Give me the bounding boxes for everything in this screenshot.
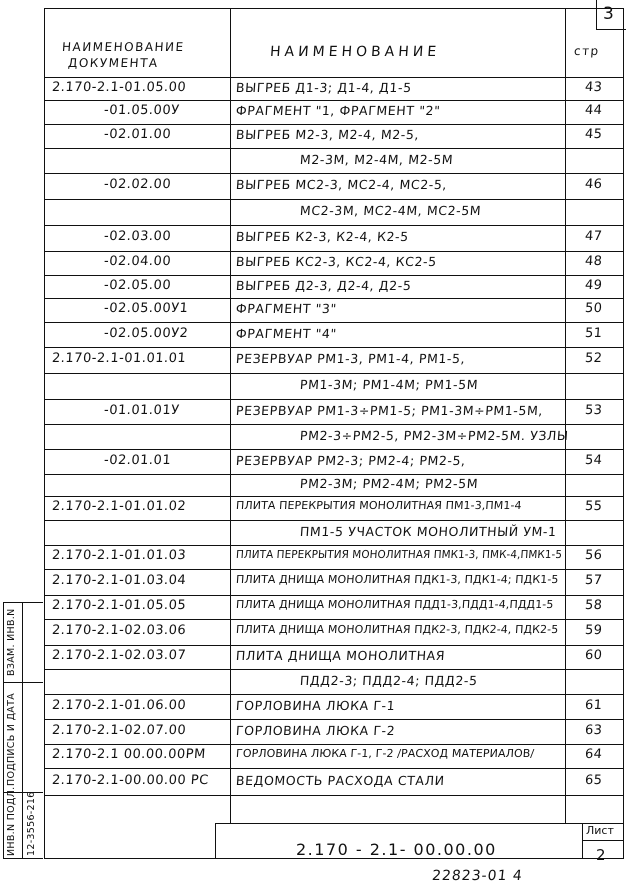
row-separator [44,520,624,521]
row-separator [44,199,624,200]
row-code: 2.170-2.1-01.05.00 [51,79,187,95]
column-divider-1 [230,8,231,823]
row-separator [44,225,624,226]
row-code: 2.170-2.1-02.03.07 [51,648,187,663]
row-code: 2.170-2.1-01.01.02 [51,499,187,514]
row-name: ФРАГМЕНТ "3" [235,301,338,316]
row-code: -01.05.00У [103,103,181,118]
side-stamp-line-1 [3,682,43,683]
row-page: 65 [584,772,603,788]
row-page: 63 [584,722,603,738]
row-separator [44,474,624,475]
row-code: 2.170-2.1-01.01.03 [51,548,187,563]
row-separator [44,768,624,769]
row-code: -02.05.00У2 [103,325,189,341]
row-separator [44,347,624,348]
row-name: ПЛИТА ПЕРЕКРЫТИЯ МОНОЛИТНАЯ ПМ1-3,ПМ1-4 [235,499,523,512]
row-separator [44,399,624,400]
side-sign-date: ПОДПИСЬ И ДАТА [6,692,17,786]
row-code: -01.01.01У [103,402,181,418]
row-name: РЕЗЕРВУАР РМ1-3÷РМ1-5; РМ1-3М÷РМ1-5М, [235,402,544,418]
row-code: -02.04.00 [103,254,172,269]
row-name: РМ2-3÷РМ2-5, РМ2-3М÷РМ2-5М. УЗЛЫ [299,427,570,443]
side-replace-inv: ВЗАМ. ИНВ.N [6,608,17,676]
row-name: ВЕДОМОСТЬ РАСХОДА СТАЛИ [235,772,446,788]
row-name: ВЫГРЕБ Д2-3, Д2-4, Д2-5 [235,277,412,293]
row-page: 45 [584,127,603,142]
row-page: 48 [584,254,603,269]
title-block-sheet-line [582,840,624,841]
row-page: 49 [584,277,603,293]
title-block-code: 2.170 - 2.1- 00.00.00 [296,840,497,859]
row-name: РМ2-3М; РМ2-4М; РМ2-5М [299,476,479,491]
row-code: -02.05.00У1 [103,301,189,316]
row-separator [44,275,624,276]
header-name: НАИМЕНОВАНИЕ [269,44,441,60]
row-page: 47 [584,229,603,244]
row-code: -02.02.00 [103,177,172,192]
row-page: 51 [584,325,603,341]
row-page: 60 [584,648,603,663]
row-name: ПЛИТА ДНИЩА МОНОЛИТНАЯ ПДД1-3,ПДД1-4,ПДД1-5 [235,598,554,611]
row-name: ВЫГРЕБ К2-3, К2-4, К2-5 [235,229,410,244]
row-name: М2-3М, М2-4М, М2-5М [299,151,454,167]
row-code: -02.05.00 [103,277,172,293]
row-page: 58 [584,598,603,613]
row-page: 44 [584,103,603,118]
row-separator [44,496,624,497]
row-code: 2.170-2.1-01.05.05 [51,598,187,613]
row-code: -02.01.00 [103,127,172,142]
row-code: 2.170-2.1-00.00.00 РС [51,772,210,788]
row-separator [44,77,624,78]
row-page: 56 [584,548,603,563]
header-doc-line2: ДОКУМЕНТА [67,56,160,70]
row-separator [44,694,624,695]
row-separator [44,124,624,125]
row-separator [44,251,624,252]
row-name: ПЛИТА ПЕРЕКРЫТИЯ МОНОЛИТНАЯ ПМК1-3, ПМК-4,ПМК1-5 [235,548,563,561]
row-separator [44,744,624,745]
row-name: ФРАГМЕНТ "1, ФРАГМЕНТ "2" [235,103,441,118]
row-name: ПЛИТА ДНИЩА МОНОЛИТНАЯ ПДК1-3, ПДК1-4; ПДК1-5 [235,573,559,586]
row-name: ПДД2-3; ПДД2-4; ПДД2-5 [299,672,479,688]
row-code: -02.03.00 [103,229,172,244]
row-name: РМ1-3М; РМ1-4М; РМ1-5М [299,377,479,392]
row-code: 2.170-2.1-02.03.06 [51,623,187,638]
row-page: 52 [584,351,603,366]
row-separator [44,645,624,646]
title-block-sheet-label: Лист [586,824,614,837]
row-separator [44,373,624,374]
row-name: РЕЗЕРВУАР РМ1-3, РМ1-4, РМ1-5, [235,351,466,366]
title-block-sheet-number: 2 [596,846,606,864]
row-separator [44,569,624,570]
row-separator [44,322,624,323]
sheet-corner-number: 3 [603,4,614,24]
row-name: ВЫГРЕБ МС2-3, МС2-4, МС2-5, [235,177,448,192]
row-separator [44,545,624,546]
row-code: 2.170-2.1-01.06.00 [51,697,187,713]
header-page: стр [573,44,601,58]
row-name: ВЫГРЕБ М2-3, М2-4, М2-5, [235,127,420,142]
row-page: 54 [584,452,603,468]
row-separator [44,424,624,425]
row-name: РЕЗЕРВУАР РМ2-3; РМ2-4; РМ2-5, [235,452,467,468]
row-page: 61 [584,697,603,713]
row-name: ГОРЛОВИНА ЛЮКА Г-1, Г-2 /РАСХОД МАТЕРИАЛОВ/ [235,747,535,760]
row-separator [44,298,624,299]
row-separator [44,100,624,101]
row-separator [44,719,624,720]
side-stamp-divider [22,602,23,859]
row-page: 50 [584,301,603,316]
side-inv-orig-value: 12-3556-216 [26,791,37,856]
row-page: 57 [584,573,603,588]
footer-code: 22823-01 4 [431,868,524,884]
row-page: 43 [584,79,603,95]
row-name: ГОРЛОВИНА ЛЮКА Г-2 [235,722,396,738]
row-name: ПМ1-5 УЧАСТОК МОНОЛИТНЫЙ УМ-1 [299,523,558,539]
row-separator [44,619,624,620]
row-name: ПЛИТА ДНИЩА МОНОЛИТНАЯ [235,648,446,663]
row-separator [44,449,624,450]
row-separator [44,669,624,670]
column-divider-2 [565,8,566,823]
row-page: 64 [584,747,603,762]
row-separator [44,148,624,149]
row-page: 46 [584,177,603,192]
row-code: 2.170-2.1-01.03.04 [51,573,187,588]
row-page: 59 [584,623,603,638]
row-name: ВЫГРЕБ КС2-3, КС2-4, КС2-5 [235,254,438,269]
row-name: ВЫГРЕБ Д1-3; Д1-4, Д1-5 [235,79,413,95]
table-bottom-line [44,795,624,796]
row-name: ФРАГМЕНТ "4" [235,325,338,341]
side-inv-orig: ИНВ.N ПОДЛ. [6,786,17,856]
row-code: 2.170-2.1-01.01.01 [51,351,187,366]
row-page: 55 [584,499,603,514]
row-code: 2.170-2.1 00.00.00РМ [51,747,207,762]
row-name: ПЛИТА ДНИЩА МОНОЛИТНАЯ ПДК2-3, ПДК2-4, ПДК2-5 [235,623,559,636]
row-page: 53 [584,402,603,418]
row-name: ГОРЛОВИНА ЛЮКА Г-1 [235,697,396,713]
row-separator [44,173,624,174]
row-code: 2.170-2.1-02.07.00 [51,722,187,738]
row-name: МС2-3М, МС2-4М, МС2-5М [299,203,482,218]
header-doc-line1: НАИМЕНОВАНИЕ [61,40,186,54]
row-separator [44,595,624,596]
row-code: -02.01.01 [103,452,172,468]
